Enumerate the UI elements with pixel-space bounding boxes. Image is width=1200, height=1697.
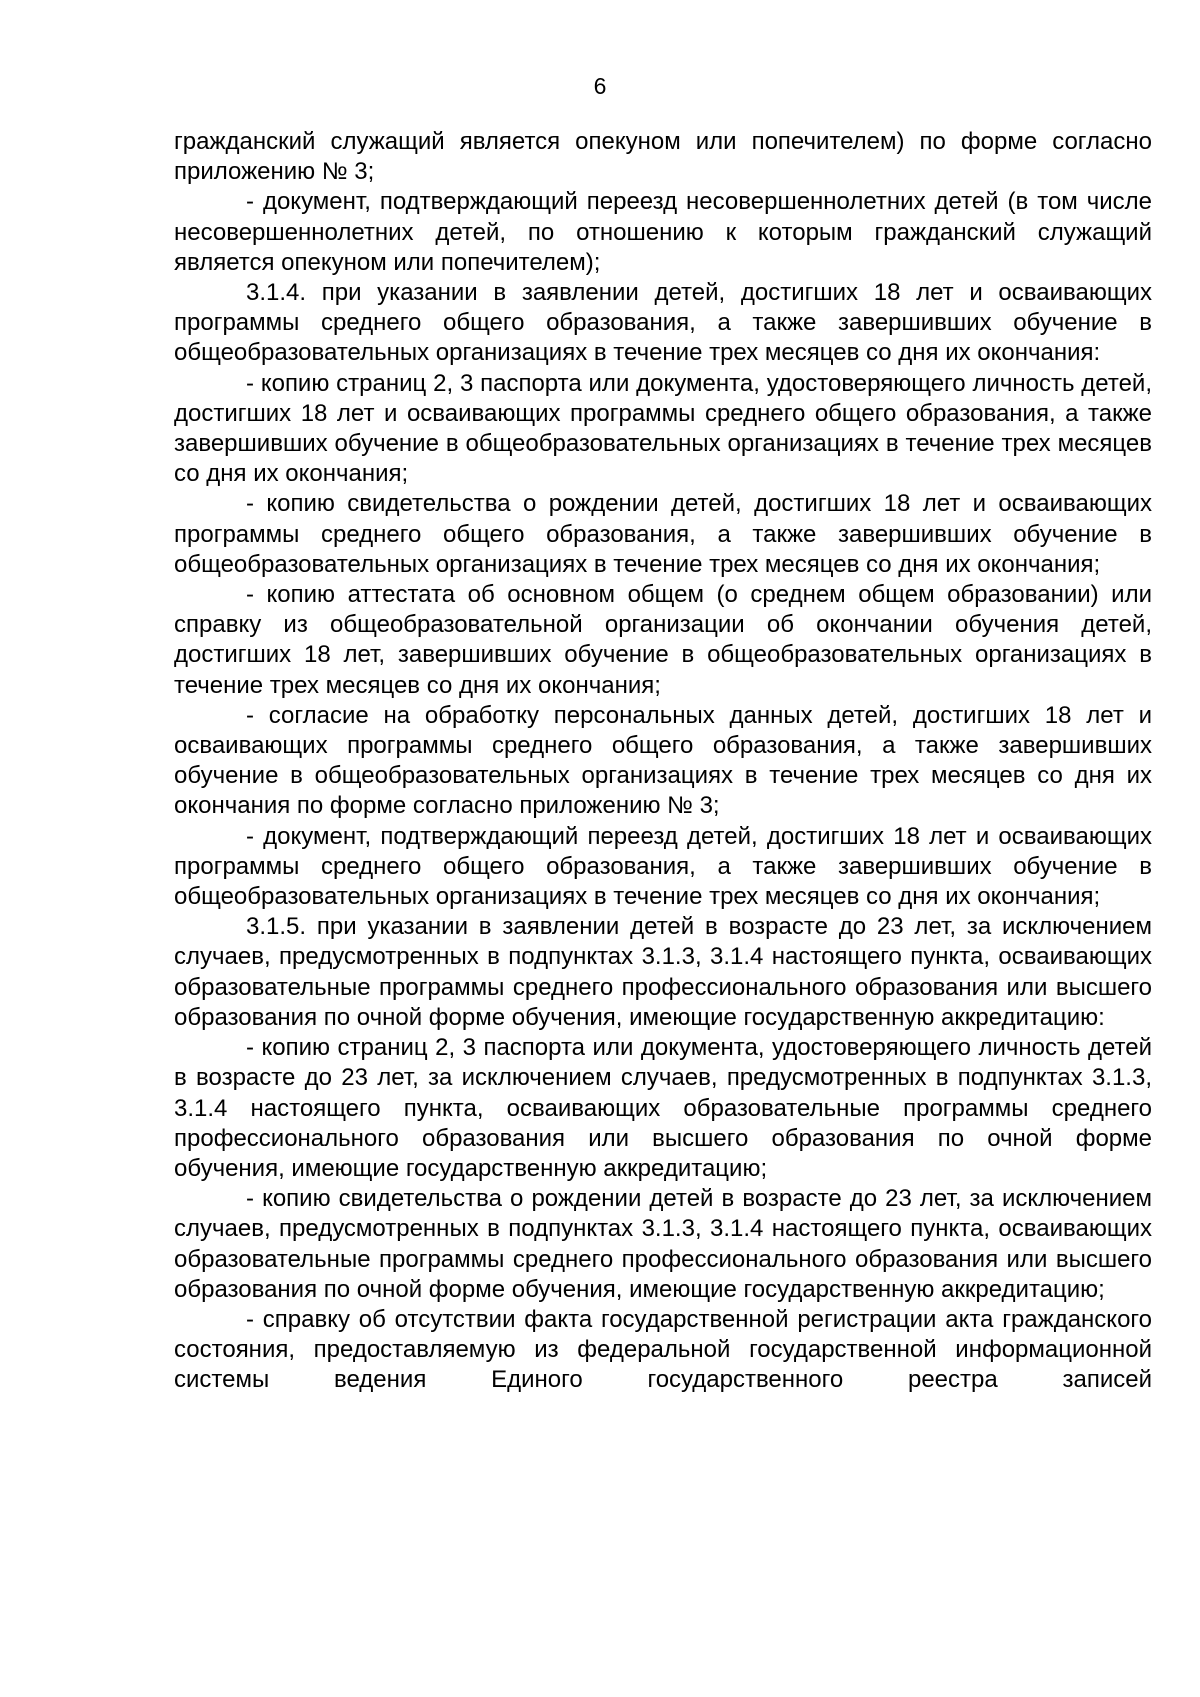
list-item: - копию свидетельства о рождении детей, достигших 18 лет и осваивающих программы среднего общего образования, а также завершивших обучение в общеобразовательных организациях в течение трех месяцев со дня их окончания; (174, 490, 1152, 578)
list-item: - копию аттестата об основном общем (о среднем общем образовании) или справку из общеобразовательной организации об окончании обучения детей, достигших 18 лет, завершивших обучение в общеобразовательных организациях в течение трех месяцев со дня их окончания; (174, 581, 1152, 699)
list-item: - согласие на обработку персональных данных детей, достигших 18 лет и осваивающих программы среднего общего образования, а также завершивших обучение в общеобразовательных организациях в течение трех месяцев со дня их окончания по форме согласно приложению № 3; (174, 701, 1152, 820)
list-item: - документ, подтверждающий переезд детей, достигших 18 лет и осваивающих программы среднего общего образования, а также завершивших обучение в общеобразовательных организациях в течение трех месяцев со дня их окончания; (174, 822, 1152, 911)
subsection-3-1-4: 3.1.4. при указании в заявлении детей, достигших 18 лет и осваивающих программы среднего общего образования, а также завершивших обучение в общеобразовательных организациях в течение трех месяцев со дня их окончания: (174, 279, 1152, 367)
subsection-3-1-5: 3.1.5. при указании в заявлении детей в возрасте до 23 лет, за исключением случаев, предусмотренных в подпунктах 3.1.3, 3.1.4 настоящего пункта, осваивающих образовательные программы среднего профессионального образования или высшего образования по очной форме обучения, имеющие государственную аккредитацию: (174, 913, 1152, 1031)
list-item: - копию свидетельства о рождении детей в возрасте до 23 лет, за исключением случаев, предусмотренных в подпунктах 3.1.3, 3.1.4 настоящего пункта, осваивающих образовательные программы среднего профессионального образования или высшего образования по очной форме обучения, имеющие государственную аккредитацию; (174, 1185, 1152, 1303)
list-item: - документ, подтверждающий переезд несовершеннолетних детей (в том числе несовершеннолетних детей, по отношению к которым гражданский служащий является опекуном или попечителем); (174, 188, 1152, 276)
list-item: - копию страниц 2, 3 паспорта или документа, удостоверяющего личность детей в возрасте до 23 лет, за исключением случаев, предусмотренных в подпунктах 3.1.3, 3.1.4 настоящего пункта, осваивающих образовательные программы среднего профессионального образования или высшего образования по очной форме обучения, имеющие государственную аккредитацию; (174, 1034, 1152, 1182)
list-item: - копию страниц 2, 3 паспорта или документа, удостоверяющего личность детей, достигших 18 лет и осваивающих программы среднего общего образования, а также завершивших обучение в общеобразовательных организациях в течение трех месяцев со дня их окончания; (174, 369, 1152, 488)
list-item: - справку об отсутствии факта государственной регистрации акта гражданского состояния, предоставляемую из федеральной государственной информационной системы ведения Единого государственного реестра записей (174, 1305, 1152, 1394)
document-body (174, 127, 1152, 1396)
page-number: 6 (593, 73, 607, 99)
paragraph-continuation: гражданский служащий является опекуном или попечителем) по форме согласно приложению № 3; (174, 128, 1152, 186)
